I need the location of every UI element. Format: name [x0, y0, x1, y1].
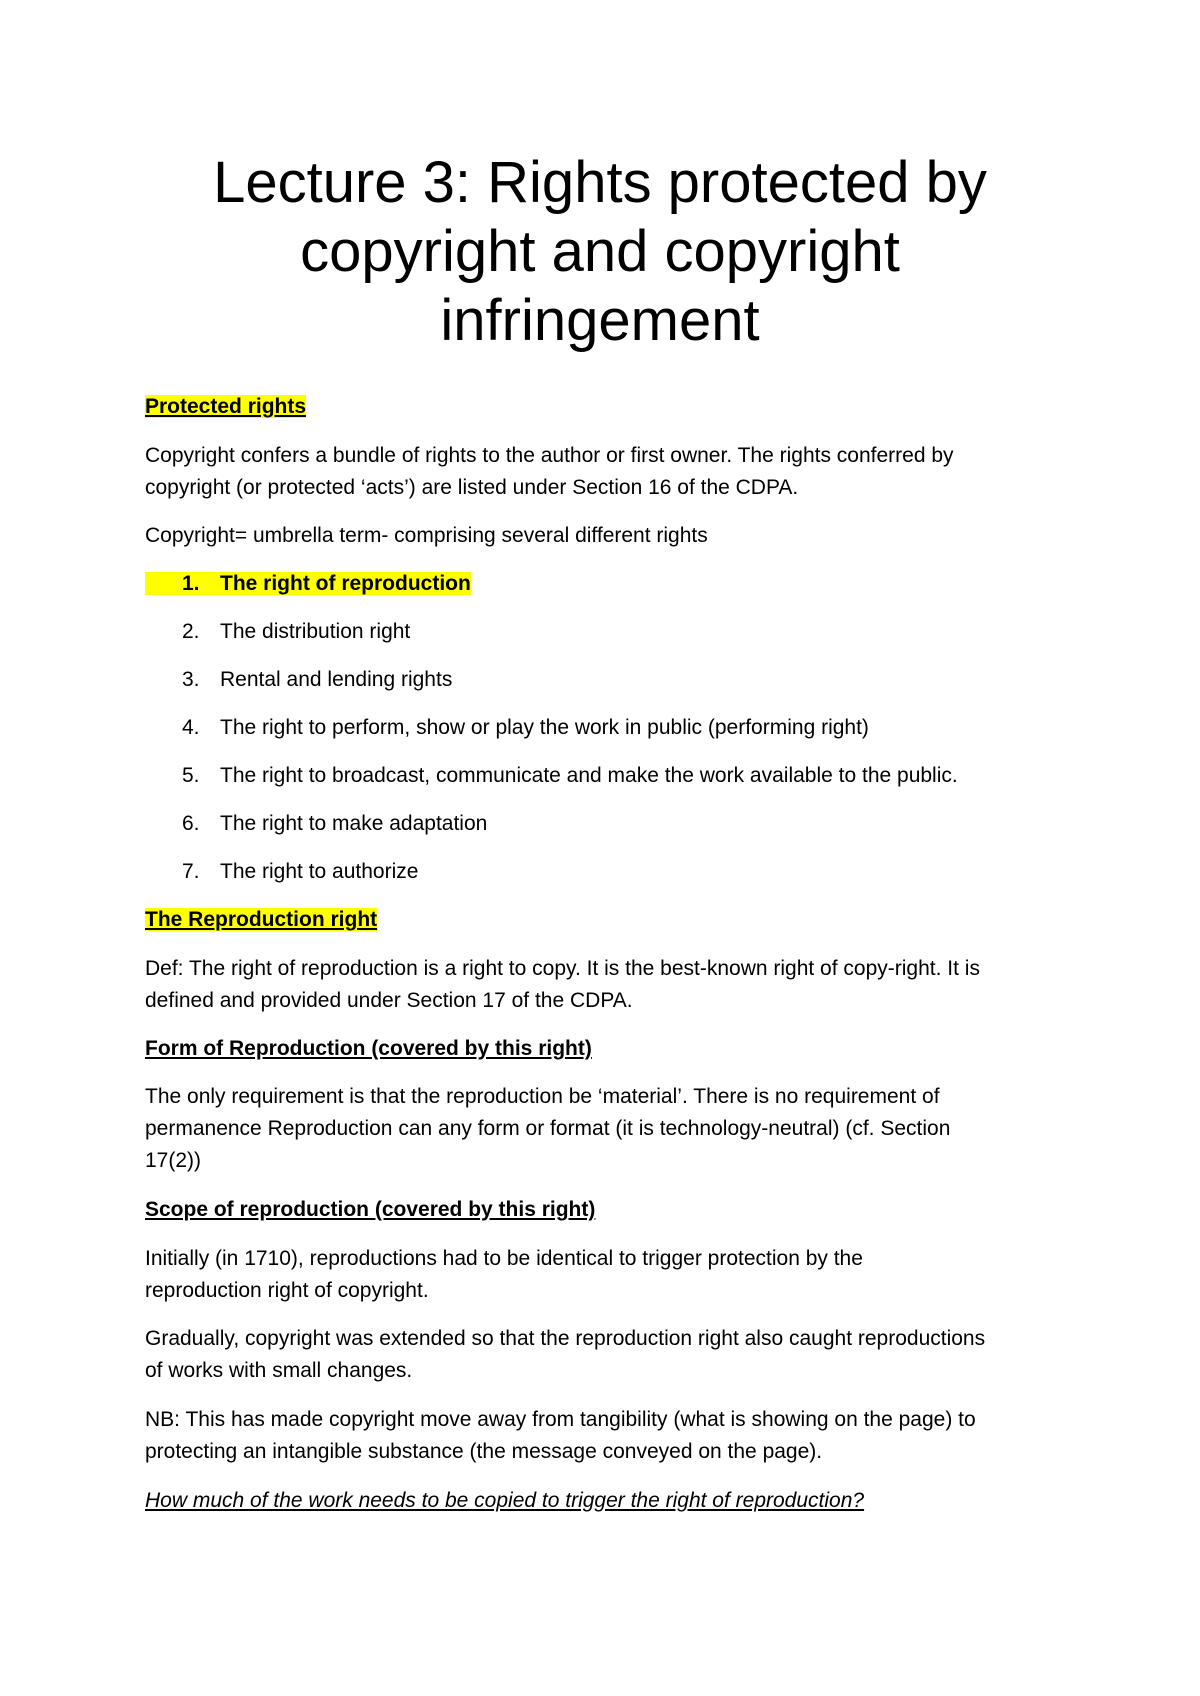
form-of-reproduction-paragraph [145, 1081, 1075, 1177]
list-number: 2. [182, 620, 200, 643]
list-number: 7. [182, 860, 200, 883]
list-item-3 [145, 664, 1075, 696]
paragraph-line: The only requirement is that the reproduction be ‘material’. There is no requirement of [145, 1085, 940, 1108]
list-text: The right of reproduction [220, 572, 471, 595]
title-line-1: Lecture 3: Rights protected by [213, 150, 987, 215]
paragraph-line: copyright (or protected ‘acts’) are listed under Section 16 of the CDPA. [145, 476, 799, 499]
paragraph-line: defined and provided under Section 17 of the CDPA. [145, 989, 633, 1012]
paragraph-line: of works with small changes. [145, 1359, 413, 1382]
protected-rights-heading-text: Protected rights [145, 395, 307, 418]
list-text: The right to authorize [220, 860, 419, 883]
paragraph-line: Def: The right of reproduction is a right to copy. It is the best-known right of copy-right. It is [145, 957, 980, 980]
reproduction-question: How much of the work needs to be copied to trigger the right of reproduction? [145, 1489, 865, 1512]
reproduction-definition [145, 953, 1075, 1017]
paragraph-line: protecting an intangible substance (the message conveyed on the page). [145, 1440, 823, 1463]
reproduction-right-heading-text: The Reproduction right [145, 908, 378, 931]
reproduction-right-heading [145, 904, 1075, 936]
list-item-1 [145, 568, 1075, 600]
umbrella-term-paragraph: Copyright= umbrella term- comprising several different rights [145, 524, 708, 547]
list-item-5 [145, 760, 1075, 792]
scope-paragraph-3 [145, 1404, 1075, 1468]
list-number: 6. [182, 812, 200, 835]
title-line-3: infringement [440, 288, 760, 353]
protected-rights-paragraph [145, 440, 1075, 504]
paragraph-line: permanence Reproduction can any form or format (it is technology-neutral) (cf. Section [145, 1117, 951, 1140]
list-number: 4. [182, 716, 200, 739]
form-of-reproduction-heading: Form of Reproduction (covered by this right) [145, 1037, 592, 1060]
paragraph-line: Gradually, copyright was extended so that the reproduction right also caught reproductions [145, 1327, 986, 1350]
paragraph-line: Initially (in 1710), reproductions had to be identical to trigger protection by the [145, 1247, 863, 1270]
list-item-6 [145, 808, 1075, 840]
list-number: 5. [182, 764, 200, 787]
paragraph-line: 17(2)) [145, 1149, 202, 1172]
list-item-4 [145, 712, 1075, 744]
paragraph-line: NB: This has made copyright move away from tangibility (what is showing on the page) to [145, 1408, 976, 1431]
list-text: The right to make adaptation [220, 812, 488, 835]
list-item-2 [145, 616, 1075, 648]
list-text: The right to perform, show or play the work in public (performing right) [220, 716, 869, 739]
paragraph-line: reproduction right of copyright. [145, 1279, 429, 1302]
list-number: 3. [182, 668, 200, 691]
paragraph-line: Copyright confers a bundle of rights to the author or first owner. The rights conferred by [145, 444, 954, 467]
list-text: Rental and lending rights [220, 668, 453, 691]
list-text: The distribution right [220, 620, 411, 643]
page-title [120, 148, 1080, 355]
list-text: The right to broadcast, communicate and make the work available to the public. [220, 764, 958, 787]
scope-of-reproduction-heading: Scope of reproduction (covered by this right) [145, 1198, 596, 1221]
protected-rights-heading [145, 391, 1075, 423]
scope-paragraph-1 [145, 1243, 1075, 1307]
list-item-1-highlight [145, 572, 471, 595]
title-line-2: copyright and copyright [300, 219, 900, 284]
list-number: 1. [182, 572, 200, 595]
scope-paragraph-2 [145, 1323, 1075, 1387]
list-item-7 [145, 856, 1075, 888]
